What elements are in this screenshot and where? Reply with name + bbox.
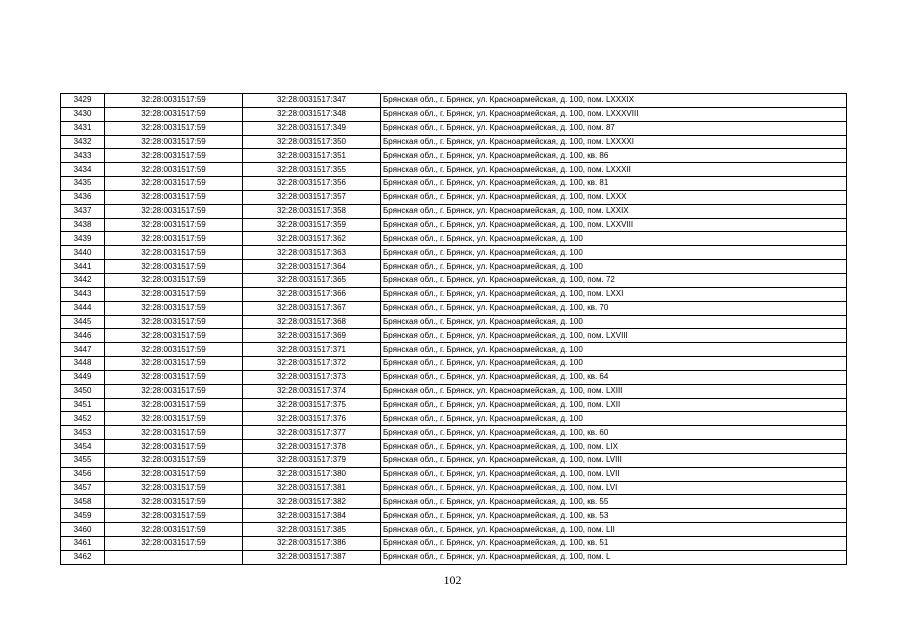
parent-cadastral-cell: 32:28:0031517:59 (105, 260, 243, 274)
address-cell: Брянская обл., г. Брянск, ул. Красноармейская, д. 100, пом. LXXXII (381, 163, 847, 177)
parent-cadastral-cell: 32:28:0031517:59 (105, 370, 243, 384)
address-cell: Брянская обл., г. Брянск, ул. Красноармейская, д. 100, пом. LXXX (381, 190, 847, 204)
address-cell: Брянская обл., г. Брянск, ул. Красноармейская, д. 100, пом. LXXIX (381, 204, 847, 218)
address-cell: Брянская обл., г. Брянск, ул. Красноармейская, д. 100, пом. LVII (381, 467, 847, 481)
row-number-cell: 3431 (61, 121, 105, 135)
table-row (61, 121, 847, 135)
parent-cadastral-cell: 32:28:0031517:59 (105, 94, 243, 108)
table-row (61, 218, 847, 232)
cadastral-number-cell: 32:28:0031517:382 (243, 495, 381, 509)
cadastral-number-cell: 32:28:0031517:348 (243, 107, 381, 121)
table-row (61, 495, 847, 509)
row-number-cell: 3458 (61, 495, 105, 509)
row-number-cell: 3456 (61, 467, 105, 481)
address-cell: Брянская обл., г. Брянск, ул. Красноармейская, д. 100 (381, 315, 847, 329)
row-number-cell: 3461 (61, 537, 105, 551)
cadastral-number-cell: 32:28:0031517:356 (243, 177, 381, 191)
parent-cadastral-cell: 32:28:0031517:59 (105, 523, 243, 537)
cadastral-number-cell: 32:28:0031517:376 (243, 412, 381, 426)
table-row (61, 329, 847, 343)
cadastral-number-cell: 32:28:0031517:362 (243, 232, 381, 246)
table-row (61, 287, 847, 301)
table-row (61, 398, 847, 412)
table-row (61, 177, 847, 191)
address-cell: Брянская обл., г. Брянск, ул. Красноармейская, д. 100, кв. 60 (381, 426, 847, 440)
table-row (61, 163, 847, 177)
address-cell: Брянская обл., г. Брянск, ул. Красноармейская, д. 100, пом. LXXI (381, 287, 847, 301)
parent-cadastral-cell: 32:28:0031517:59 (105, 163, 243, 177)
row-number-cell: 3429 (61, 94, 105, 108)
row-number-cell: 3452 (61, 412, 105, 426)
row-number-cell: 3441 (61, 260, 105, 274)
cadastral-number-cell: 32:28:0031517:358 (243, 204, 381, 218)
parent-cadastral-cell: 32:28:0031517:59 (105, 246, 243, 260)
cadastral-number-cell: 32:28:0031517:367 (243, 301, 381, 315)
cadastral-number-cell: 32:28:0031517:347 (243, 94, 381, 108)
parent-cadastral-cell: 32:28:0031517:59 (105, 495, 243, 509)
cadastral-number-cell: 32:28:0031517:387 (243, 550, 381, 564)
parent-cadastral-cell: 32:28:0031517:59 (105, 453, 243, 467)
cadastral-number-cell: 32:28:0031517:377 (243, 426, 381, 440)
table-body (61, 94, 847, 565)
row-number-cell: 3437 (61, 204, 105, 218)
row-number-cell: 3440 (61, 246, 105, 260)
parent-cadastral-cell: 32:28:0031517:59 (105, 384, 243, 398)
address-cell: Брянская обл., г. Брянск, ул. Красноармейская, д. 100, пом. 72 (381, 273, 847, 287)
table-row (61, 412, 847, 426)
row-number-cell: 3436 (61, 190, 105, 204)
cadastral-number-cell: 32:28:0031517:359 (243, 218, 381, 232)
table-row (61, 357, 847, 371)
cadastral-number-cell: 32:28:0031517:384 (243, 509, 381, 523)
address-cell: Брянская обл., г. Брянск, ул. Красноармейская, д. 100 (381, 412, 847, 426)
cadastral-table (60, 93, 847, 565)
cadastral-number-cell: 32:28:0031517:373 (243, 370, 381, 384)
table-row (61, 370, 847, 384)
address-cell: Брянская обл., г. Брянск, ул. Красноармейская, д. 100 (381, 232, 847, 246)
parent-cadastral-cell: 32:28:0031517:59 (105, 135, 243, 149)
table-row (61, 509, 847, 523)
address-cell: Брянская обл., г. Брянск, ул. Красноармейская, д. 100, пом. LXXVIII (381, 218, 847, 232)
parent-cadastral-cell (105, 550, 243, 564)
address-cell: Брянская обл., г. Брянск, ул. Красноармейская, д. 100, пом. LVIII (381, 453, 847, 467)
address-cell: Брянская обл., г. Брянск, ул. Красноармейская, д. 100 (381, 343, 847, 357)
address-cell: Брянская обл., г. Брянск, ул. Красноармейская, д. 100, кв. 86 (381, 149, 847, 163)
table-row (61, 481, 847, 495)
cadastral-number-cell: 32:28:0031517:349 (243, 121, 381, 135)
table-row (61, 273, 847, 287)
parent-cadastral-cell: 32:28:0031517:59 (105, 426, 243, 440)
parent-cadastral-cell: 32:28:0031517:59 (105, 287, 243, 301)
row-number-cell: 3450 (61, 384, 105, 398)
parent-cadastral-cell: 32:28:0031517:59 (105, 107, 243, 121)
address-cell: Брянская обл., г. Брянск, ул. Красноармейская, д. 100, пом. LII (381, 523, 847, 537)
cadastral-number-cell: 32:28:0031517:366 (243, 287, 381, 301)
address-cell: Брянская обл., г. Брянск, ул. Красноармейская, д. 100, пом. LXXXXI (381, 135, 847, 149)
parent-cadastral-cell: 32:28:0031517:59 (105, 218, 243, 232)
row-number-cell: 3434 (61, 163, 105, 177)
address-cell: Брянская обл., г. Брянск, ул. Красноармейская, д. 100, пом. LVI (381, 481, 847, 495)
table-row (61, 190, 847, 204)
address-cell: Брянская обл., г. Брянск, ул. Красноармейская, д. 100, пом. 87 (381, 121, 847, 135)
address-cell: Брянская обл., г. Брянск, ул. Красноармейская, д. 100, пом. LXII (381, 398, 847, 412)
row-number-cell: 3439 (61, 232, 105, 246)
address-cell: Брянская обл., г. Брянск, ул. Красноармейская, д. 100, кв. 81 (381, 177, 847, 191)
parent-cadastral-cell: 32:28:0031517:59 (105, 121, 243, 135)
table-row (61, 301, 847, 315)
row-number-cell: 3451 (61, 398, 105, 412)
table-row (61, 315, 847, 329)
row-number-cell: 3455 (61, 453, 105, 467)
cadastral-number-cell: 32:28:0031517:355 (243, 163, 381, 177)
table-row (61, 440, 847, 454)
cadastral-number-cell: 32:28:0031517:368 (243, 315, 381, 329)
row-number-cell: 3448 (61, 357, 105, 371)
cadastral-number-cell: 32:28:0031517:351 (243, 149, 381, 163)
cadastral-number-cell: 32:28:0031517:364 (243, 260, 381, 274)
parent-cadastral-cell: 32:28:0031517:59 (105, 190, 243, 204)
parent-cadastral-cell: 32:28:0031517:59 (105, 537, 243, 551)
parent-cadastral-cell: 32:28:0031517:59 (105, 149, 243, 163)
table-row (61, 260, 847, 274)
table-row (61, 246, 847, 260)
parent-cadastral-cell: 32:28:0031517:59 (105, 467, 243, 481)
address-cell: Брянская обл., г. Брянск, ул. Красноармейская, д. 100, кв. 53 (381, 509, 847, 523)
row-number-cell: 3462 (61, 550, 105, 564)
row-number-cell: 3447 (61, 343, 105, 357)
address-cell: Брянская обл., г. Брянск, ул. Красноармейская, д. 100, пом. LIX (381, 440, 847, 454)
row-number-cell: 3430 (61, 107, 105, 121)
cadastral-number-cell: 32:28:0031517:385 (243, 523, 381, 537)
cadastral-number-cell: 32:28:0031517:369 (243, 329, 381, 343)
row-number-cell: 3432 (61, 135, 105, 149)
row-number-cell: 3445 (61, 315, 105, 329)
row-number-cell: 3435 (61, 177, 105, 191)
row-number-cell: 3444 (61, 301, 105, 315)
address-cell: Брянская обл., г. Брянск, ул. Красноармейская, д. 100, пом. LXVIII (381, 329, 847, 343)
parent-cadastral-cell: 32:28:0031517:59 (105, 481, 243, 495)
cadastral-number-cell: 32:28:0031517:378 (243, 440, 381, 454)
cadastral-number-cell: 32:28:0031517:363 (243, 246, 381, 260)
parent-cadastral-cell: 32:28:0031517:59 (105, 315, 243, 329)
cadastral-number-cell: 32:28:0031517:374 (243, 384, 381, 398)
table-row (61, 384, 847, 398)
cadastral-number-cell: 32:28:0031517:379 (243, 453, 381, 467)
row-number-cell: 3457 (61, 481, 105, 495)
parent-cadastral-cell: 32:28:0031517:59 (105, 412, 243, 426)
parent-cadastral-cell: 32:28:0031517:59 (105, 177, 243, 191)
table-row (61, 467, 847, 481)
table-row (61, 107, 847, 121)
address-cell: Брянская обл., г. Брянск, ул. Красноармейская, д. 100 (381, 260, 847, 274)
row-number-cell: 3454 (61, 440, 105, 454)
row-number-cell: 3459 (61, 509, 105, 523)
table-row (61, 537, 847, 551)
cadastral-number-cell: 32:28:0031517:381 (243, 481, 381, 495)
parent-cadastral-cell: 32:28:0031517:59 (105, 357, 243, 371)
row-number-cell: 3442 (61, 273, 105, 287)
table-row (61, 149, 847, 163)
row-number-cell: 3438 (61, 218, 105, 232)
address-cell: Брянская обл., г. Брянск, ул. Красноармейская, д. 100, кв. 64 (381, 370, 847, 384)
table-row (61, 343, 847, 357)
row-number-cell: 3449 (61, 370, 105, 384)
row-number-cell: 3443 (61, 287, 105, 301)
address-cell: Брянская обл., г. Брянск, ул. Красноармейская, д. 100, кв. 55 (381, 495, 847, 509)
table-row (61, 204, 847, 218)
address-cell: Брянская обл., г. Брянск, ул. Красноармейская, д. 100 (381, 357, 847, 371)
address-cell: Брянская обл., г. Брянск, ул. Красноармейская, д. 100, пом. LXIII (381, 384, 847, 398)
row-number-cell: 3453 (61, 426, 105, 440)
parent-cadastral-cell: 32:28:0031517:59 (105, 329, 243, 343)
cadastral-number-cell: 32:28:0031517:357 (243, 190, 381, 204)
cadastral-number-cell: 32:28:0031517:375 (243, 398, 381, 412)
address-cell: Брянская обл., г. Брянск, ул. Красноармейская, д. 100, пом. LXXXIX (381, 94, 847, 108)
parent-cadastral-cell: 32:28:0031517:59 (105, 398, 243, 412)
parent-cadastral-cell: 32:28:0031517:59 (105, 343, 243, 357)
row-number-cell: 3446 (61, 329, 105, 343)
row-number-cell: 3460 (61, 523, 105, 537)
parent-cadastral-cell: 32:28:0031517:59 (105, 440, 243, 454)
address-cell: Брянская обл., г. Брянск, ул. Красноармейская, д. 100, кв. 70 (381, 301, 847, 315)
cadastral-number-cell: 32:28:0031517:365 (243, 273, 381, 287)
page-number: 102 (443, 573, 462, 587)
address-cell: Брянская обл., г. Брянск, ул. Красноармейская, д. 100, пом. LXXXVIII (381, 107, 847, 121)
parent-cadastral-cell: 32:28:0031517:59 (105, 509, 243, 523)
table-row (61, 232, 847, 246)
parent-cadastral-cell: 32:28:0031517:59 (105, 273, 243, 287)
cadastral-number-cell: 32:28:0031517:350 (243, 135, 381, 149)
cadastral-number-cell: 32:28:0031517:371 (243, 343, 381, 357)
row-number-cell: 3433 (61, 149, 105, 163)
address-cell: Брянская обл., г. Брянск, ул. Красноармейская, д. 100 (381, 246, 847, 260)
table-row (61, 550, 847, 564)
table-row (61, 523, 847, 537)
address-cell: Брянская обл., г. Брянск, ул. Красноармейская, д. 100, пом. L (381, 550, 847, 564)
address-cell: Брянская обл., г. Брянск, ул. Красноармейская, д. 100, кв. 51 (381, 537, 847, 551)
cadastral-number-cell: 32:28:0031517:380 (243, 467, 381, 481)
parent-cadastral-cell: 32:28:0031517:59 (105, 204, 243, 218)
parent-cadastral-cell: 32:28:0031517:59 (105, 232, 243, 246)
cadastral-number-cell: 32:28:0031517:372 (243, 357, 381, 371)
cadastral-number-cell: 32:28:0031517:386 (243, 537, 381, 551)
table-row (61, 135, 847, 149)
table-row (61, 453, 847, 467)
parent-cadastral-cell: 32:28:0031517:59 (105, 301, 243, 315)
table-row (61, 426, 847, 440)
table-row (61, 94, 847, 108)
